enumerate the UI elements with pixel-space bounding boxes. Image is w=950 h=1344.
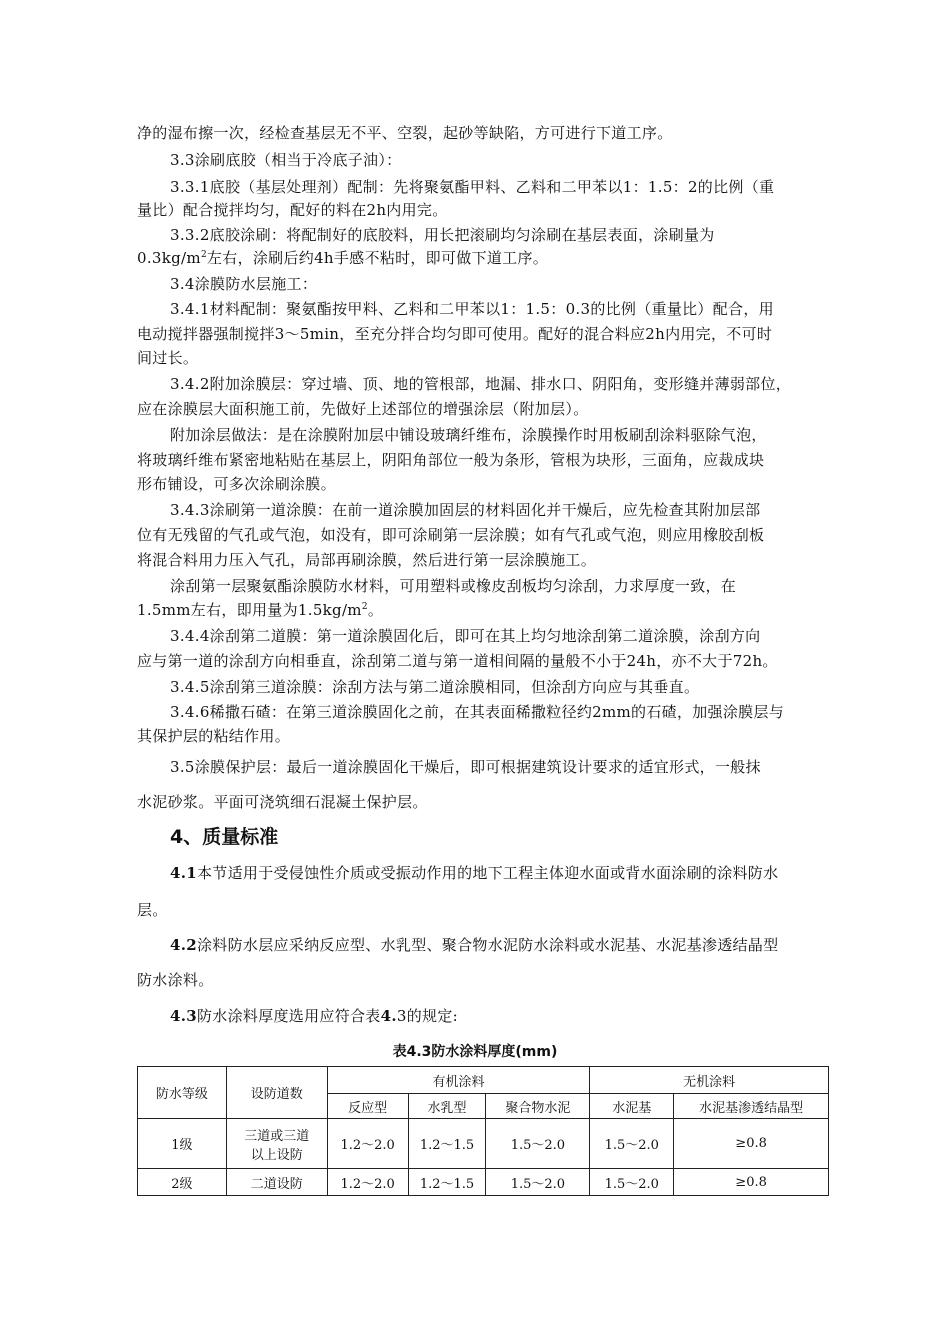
table-cell: ≥0.8 <box>674 1169 829 1196</box>
header-cell: 防水等级 <box>138 1067 227 1119</box>
text-line: 3.3.1底胶（基层处理剂）配制：先将聚氨酯甲料、乙料和二甲苯以1：1.5：2的比例（重 <box>170 178 775 196</box>
text-line: 间过长。 <box>137 349 199 367</box>
cell-line: 三道或三道 <box>244 1128 310 1144</box>
text-line: 附加涂层做法：是在涂膜附加层中铺设玻璃纤维布，涂膜操作时用板刷刮涂料驱除气泡， <box>170 426 767 444</box>
table-cell: 1.2～1.5 <box>408 1119 486 1169</box>
text-line <box>170 935 778 955</box>
text-fragment: 0.3kg/m <box>137 249 201 267</box>
text-line: 3.4涂膜防水层施工： <box>170 275 318 293</box>
text-line <box>137 248 548 268</box>
text-fragment: 左右，涂刷后约4h手感不粘时，即可做下道工序。 <box>206 249 549 267</box>
section-heading: 4、质量标准 <box>170 826 279 848</box>
table-cell: 二道设防 <box>226 1169 327 1196</box>
header-cell: 水乳型 <box>408 1094 486 1119</box>
text-line: 将混合料用力压入气孔，局部再刷涂膜，然后进行第一层涂膜施工。 <box>137 551 597 569</box>
text-line: 涂刮第一层聚氨酯涂膜防水材料，可用塑料或橡皮刮板均匀涂刮，力求厚度一致，在 <box>170 577 737 595</box>
text-line: 量比）配合搅拌均匀，配好的料在2h内用完。 <box>137 201 448 219</box>
header-cell: 有机涂料 <box>327 1067 590 1094</box>
text-fragment: 。 <box>367 601 384 619</box>
text-line: 3.4.2附加涂膜层：穿过墙、顶、地的管根部，地漏、排水口、阴阳角，变形缝并薄弱部位， <box>170 375 792 393</box>
text-fragment: 3的规定: <box>396 1007 458 1025</box>
table-cell: 1.2～1.5 <box>408 1169 486 1196</box>
text-line: 层。 <box>137 901 168 919</box>
text-line: 3.5涂膜保护层：最后一道涂膜固化干燥后，即可根据建筑设计要求的适宜形式，一般抹 <box>170 758 761 776</box>
text-line: 形布铺设，可多次涂刷涂膜。 <box>137 475 336 493</box>
text-line: 水泥砂浆。平面可浇筑细石混凝土保护层。 <box>137 793 428 811</box>
header-cell: 水泥基渗透结晶型 <box>674 1094 829 1119</box>
header-cell: 无机涂料 <box>590 1067 829 1094</box>
text-line: 3.4.3涂刷第一道涂膜：在前一道涂膜加固层的材料固化并干燥后，应先检查其附加层部 <box>170 501 761 519</box>
superscript: 2 <box>200 250 207 260</box>
text-fragment: 防水涂料厚度选用应符合表 <box>197 1007 381 1025</box>
table-reference: 4. <box>380 1007 397 1025</box>
table-cell: 1级 <box>138 1119 227 1169</box>
clause-number: 4.1 <box>170 864 197 882</box>
header-cell: 设防道数 <box>226 1067 327 1119</box>
text-line <box>170 863 778 883</box>
text-line: 3.4.5涂刮第三道涂膜：涂刮方法与第二道涂膜相同，但涂刮方向应与其垂直。 <box>170 678 700 696</box>
superscript: 2 <box>361 602 368 612</box>
clause-number: 4.2 <box>170 936 197 954</box>
table-cell: 1.5～2.0 <box>486 1169 590 1196</box>
clause-number: 4.3 <box>170 1007 197 1025</box>
table-row <box>138 1119 829 1169</box>
table-caption: 表4.3防水涂料厚度(mm) <box>392 1044 558 1060</box>
header-cell: 反应型 <box>327 1094 408 1119</box>
cell-line: 以上设防 <box>250 1147 303 1163</box>
text-line: 3.4.6稀撒石碴：在第三道涂膜固化之前，在其表面稀撒粒径约2mm的石碴，加强涂膜层与 <box>170 703 785 721</box>
text-line: 3.4.1材料配制：聚氨酯按甲料、乙料和二甲苯以1：1.5：0.3的比例（重量比）配合，用 <box>170 300 774 318</box>
thickness-table <box>137 1066 829 1196</box>
header-cell: 水泥基 <box>590 1094 674 1119</box>
table-cell <box>226 1119 327 1169</box>
text-line: 应在涂膜层大面积施工前，先做好上述部位的增强涂层（附加层）。 <box>137 400 589 418</box>
text-line <box>170 1006 458 1026</box>
text-line: 位有无残留的气孔或气泡，如没有，即可涂刷第一层涂膜；如有气孔或气泡，则应用橡胶刮板 <box>137 526 765 544</box>
text-line: 3.4.4涂刮第二道膜：第一道涂膜固化后，即可在其上均匀地涂刮第二道涂膜，涂刮方向 <box>170 627 761 645</box>
table-cell: 1.2～2.0 <box>327 1119 408 1169</box>
table-cell: 1.5～2.0 <box>590 1169 674 1196</box>
text-line: 应与第一道的涂刮方向相垂直，涂刮第二道与第一道相间隔的量般不小于24h，亦不大于72h。 <box>137 652 778 670</box>
text-line: 3.3涂刷底胶（相当于冷底子油）： <box>170 151 402 169</box>
text-line: 电动搅拌器强制搅拌3～5min，至充分拌合均匀即可使用。配好的混合料应2h内用完，不可时 <box>137 325 773 343</box>
text-line: 防水涂料。 <box>137 971 214 989</box>
text-line: 净的湿布擦一次，经检查基层无不平、空裂，起砂等缺陷，方可进行下道工序。 <box>137 124 673 142</box>
table-cell: ≥0.8 <box>674 1119 829 1169</box>
text-fragment: 1.5mm左右，即用量为1.5kg/m <box>137 601 362 619</box>
table-cell: 1.5～2.0 <box>590 1119 674 1169</box>
text-fragment: 本节适用于受侵蚀性介质或受振动作用的地下工程主体迎水面或背水面涂刷的涂料防水 <box>197 864 779 882</box>
table-row <box>138 1169 829 1196</box>
text-line: 其保护层的粘结作用。 <box>137 727 291 745</box>
text-line: 将玻璃纤维布紧密地粘贴在基层上，阴阳角部位一般为条形，管根为块形，三面角，应裁成块 <box>137 451 765 469</box>
table-cell: 1.5～2.0 <box>486 1119 590 1169</box>
table-cell: 1.2～2.0 <box>327 1169 408 1196</box>
text-line: 3.3.2底胶涂刷：将配制好的底胶料，用长把滚刷均匀涂刷在基层表面，涂刷量为 <box>170 226 715 244</box>
header-cell: 聚合物水泥 <box>486 1094 590 1119</box>
table-header-row <box>138 1067 829 1094</box>
table-cell: 2级 <box>138 1169 227 1196</box>
text-fragment: 涂料防水层应采纳反应型、水乳型、聚合物水泥防水涂料或水泥基、水泥基渗透结晶型 <box>197 936 779 954</box>
text-line <box>137 600 383 620</box>
